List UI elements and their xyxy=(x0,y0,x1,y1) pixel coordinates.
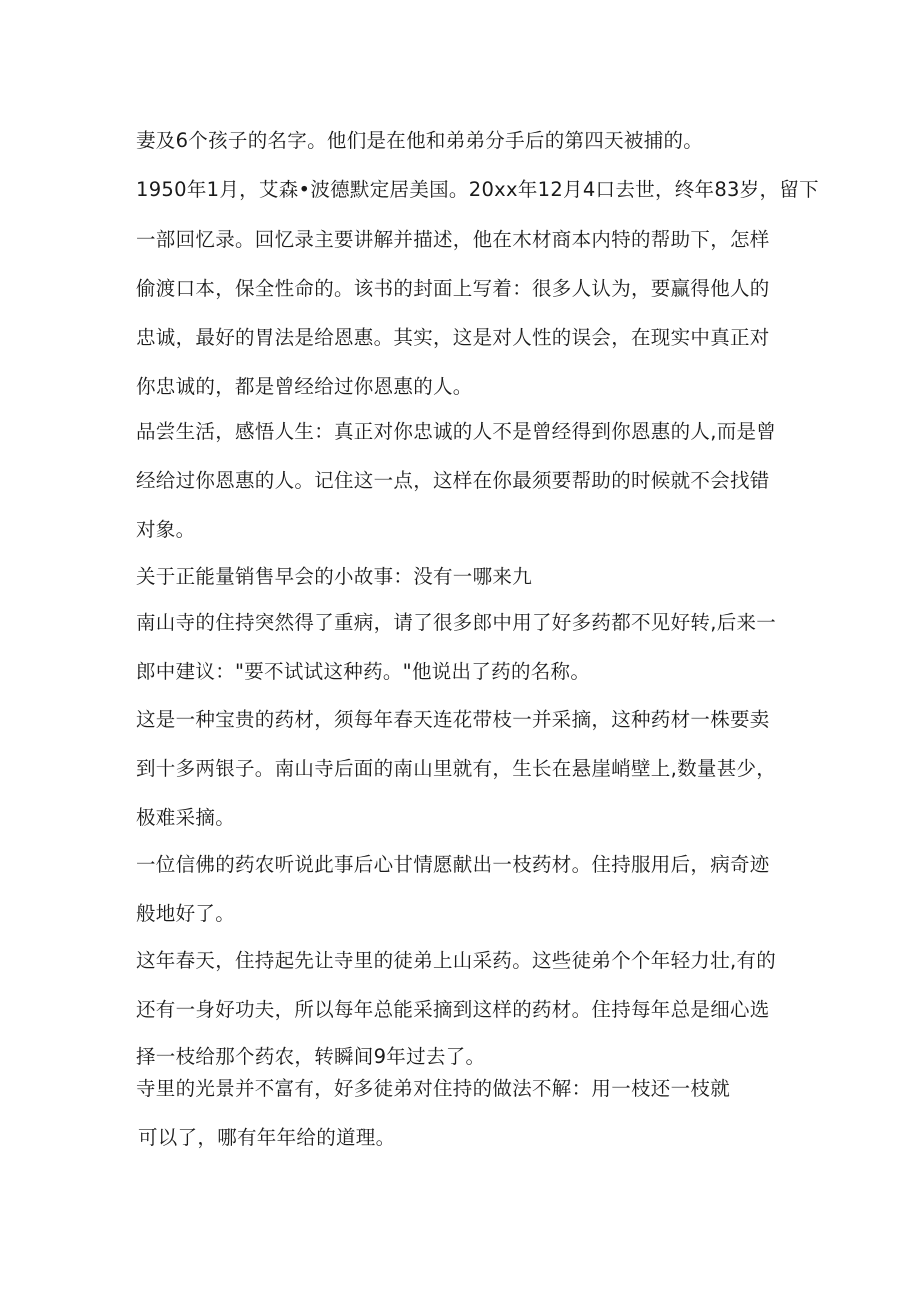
text-line: 到十多两银子。南山寺后面的南山里就有，生长在悬崖峭壁上,数量甚少， xyxy=(136,757,777,780)
text-line: 经给过你恩惠的人。记住这一点，这样在你最须要帮助的时候就不会找错 xyxy=(136,469,770,492)
text-line: 极难采摘。 xyxy=(136,806,236,829)
text-line: 偷渡口本，保全性命的。该书的封面上写着：很多人认为，要赢得他人的 xyxy=(136,277,770,300)
text-line: 1950年1月，艾森•波德默定居美国。20xx年12月4口去世，终年83岁，留下 xyxy=(136,178,819,201)
text-line: 择一枝给那个药农，转瞬间9年过去了。 xyxy=(136,1045,486,1068)
text-line: 南山寺的住持突然得了重病，请了很多郎中用了好多药都不见好转,后来一 xyxy=(136,611,777,634)
text-line: 还有一身好功夫，所以每年总能采摘到这样的药材。住持每年总是细心选 xyxy=(136,998,770,1021)
text-line: 品尝生活，感悟人生：真正对你忠诚的人不是曾经得到你恩惠的人,而是曾 xyxy=(136,420,777,443)
text-line: 一部回忆录。回忆录主要讲解并描述，他在木材商本内特的帮助下，怎样 xyxy=(136,228,770,251)
text-line: 这是一种宝贵的药材，须每年春天连花带枝一并采摘，这种药材一株要卖 xyxy=(136,708,770,731)
text-line: 郎中建议："要不试试这种药。"他说出了药的名称。 xyxy=(136,660,591,683)
text-line: 般地好了。 xyxy=(136,902,236,925)
text-line: 忠诚，最好的胃法是给恩惠。其实，这是对人性的误会，在现实中真正对 xyxy=(136,326,770,349)
text-line: 一位信佛的药农听说此事后心甘情愿献出一枝药材。住持服用后，病奇迹 xyxy=(136,853,770,876)
text-line: 你忠诚的，都是曾经给过你恩惠的人。 xyxy=(136,375,473,398)
text-line: 寺里的光景并不富有，好多徒弟对住持的做法不解：用一枝还一枝就 xyxy=(136,1077,731,1100)
text-line: 妻及6个孩子的名字。他们是在他和弟弟分手后的第四天被捕的。 xyxy=(136,129,704,152)
text-line: 可以了，哪有年年给的道理。 xyxy=(138,1126,396,1149)
text-line: 这年春天，住持起先让寺里的徒弟上山采药。这些徒弟个个年轻力壮,有的 xyxy=(136,949,777,972)
text-line: 对象。 xyxy=(136,518,196,541)
section-heading: 关于正能量销售早会的小故事：没有一哪来九 xyxy=(136,565,533,588)
